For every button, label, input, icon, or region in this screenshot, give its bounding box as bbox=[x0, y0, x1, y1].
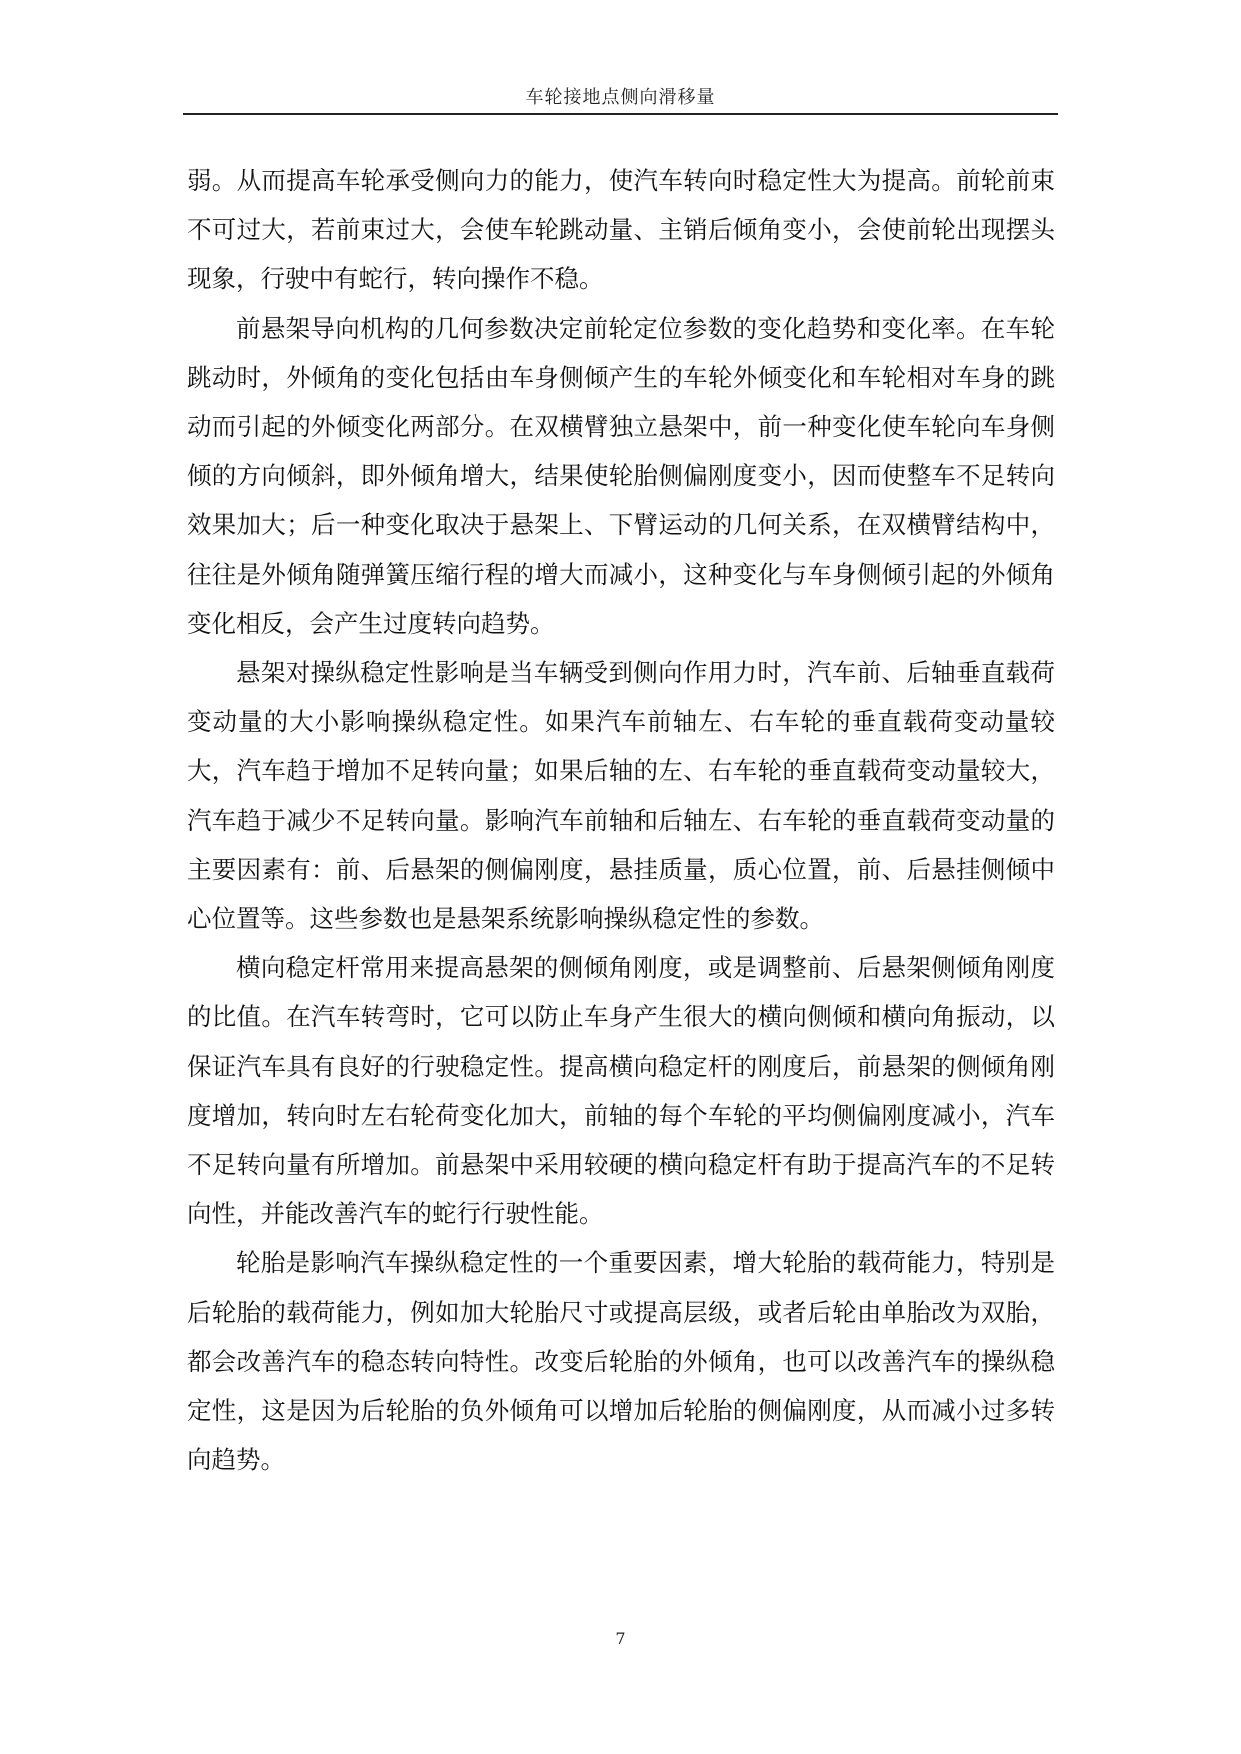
running-header: 车轮接地点侧向滑移量 bbox=[525, 87, 716, 108]
paragraph-continued: 弱。从而提高车轮承受侧向力的能力，使汽车转向时稳定性大为提高。前轮前束不可过大，若前束过大，会使车轮跳动量、主销后倾角变小，会使前轮出现摆头现象，行驶中有蛇行，转向操作不稳。 bbox=[187, 166, 1055, 294]
paragraph: 轮胎是影响汽车操纵稳定性的一个重要因素，增大轮胎的载荷能力，特别是后轮胎的载荷能力，例如加大轮胎尺寸或提高层级，或者后轮由单胎改为双胎，都会改善汽车的稳态转向特性。改变后轮胎的外倾角，也可以改善汽车的操纵稳定性，这是因为后轮胎的负外倾角可以增加后轮胎的侧偏刚度，从而减小过多转向趋势。 bbox=[187, 1248, 1055, 1475]
paragraph: 悬架对操纵稳定性影响是当车辆受到侧向作用力时，汽车前、后轴垂直载荷变动量的大小影响操纵稳定性。如果汽车前轴左、右车轮的垂直载荷变动量较大，汽车趋于增加不足转向量；如果后轴的左、右车轮的垂直载荷变动量较大，汽车趋于减少不足转向量。影响汽车前轴和后轴左、右车轮的垂直载荷变动量的主要因素有：前、后悬架的侧偏刚度，悬挂质量，质心位置，前、后悬挂侧倾中心位置等。这些参数也是悬架系统影响操纵稳定性的参数。 bbox=[187, 658, 1055, 934]
paragraph: 横向稳定杆常用来提高悬架的侧倾角刚度，或是调整前、后悬架侧倾角刚度的比值。在汽车转弯时，它可以防止车身产生很大的横向侧倾和横向角振动，以保证汽车具有良好的行驶稳定性。提高横向稳定杆的刚度后，前悬架的侧倾角刚度增加，转向时左右轮荷变化加大，前轴的每个车轮的平均侧偏刚度减小，汽车不足转向量有所增加。前悬架中采用较硬的横向稳定杆有助于提高汽车的不足转向性，并能改善汽车的蛇行行驶性能。 bbox=[187, 953, 1055, 1229]
paragraph: 前悬架导向机构的几何参数决定前轮定位参数的变化趋势和变化率。在车轮跳动时，外倾角的变化包括由车身侧倾产生的车轮外倾变化和车轮相对车身的跳动而引起的外倾变化两部分。在双横臂独立悬架中，前一种变化使车轮向车身侧倾的方向倾斜，即外倾角增大，结果使轮胎侧偏刚度变小，因而使整车不足转向效果加大；后一种变化取决于悬架上、下臂运动的几何关系，在双横臂结构中，往往是外倾角随弹簧压缩行程的增大而减小，这种变化与车身侧倾引起的外倾角变化相反，会产生过度转向趋势。 bbox=[187, 313, 1055, 638]
page-number: 7 bbox=[615, 1629, 626, 1648]
header-rule bbox=[183, 113, 1058, 115]
body-text bbox=[187, 156, 1055, 1484]
